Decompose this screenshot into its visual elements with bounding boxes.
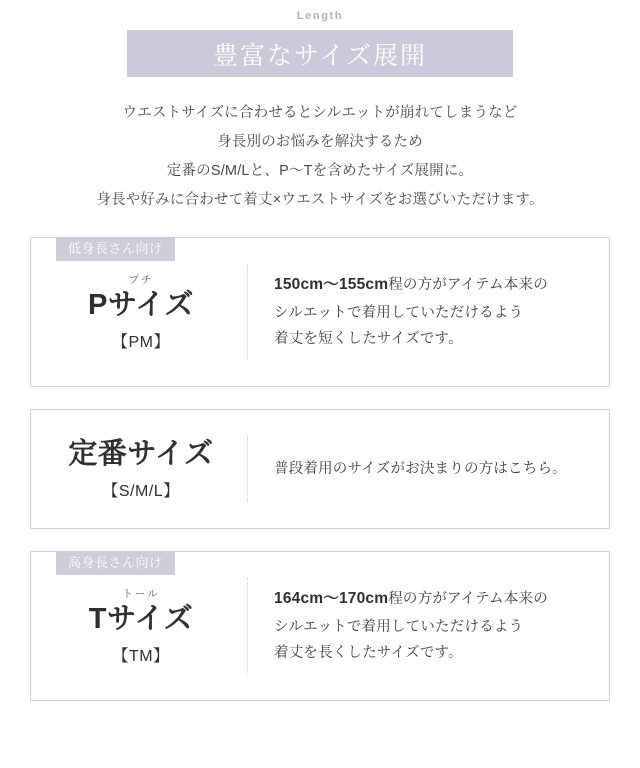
size-card-identity	[31, 437, 247, 501]
size-card-standard	[30, 409, 610, 529]
size-name: Pサイズ	[87, 289, 195, 322]
section-title-band	[127, 30, 513, 77]
lead-line-1: ウエストサイズに合わせるとシルエットが崩れてしまうなど	[122, 105, 518, 121]
section-eyebrow: Length	[296, 10, 344, 22]
desc-line-2: シルエットで着用していただけるよう	[274, 304, 524, 321]
desc-line-1	[274, 585, 591, 614]
size-code: 【S/M/L】	[102, 482, 180, 500]
size-card-tag: 高身長さん向け	[56, 551, 175, 575]
size-card-description	[248, 456, 609, 483]
lead-line-2: 身長別のお悩みを解決するため	[217, 134, 423, 150]
size-card-description	[248, 271, 609, 353]
desc-line-3: 着丈を短くしたサイズです。	[274, 331, 463, 348]
size-card-identity	[31, 586, 247, 666]
height-range: 164cm〜170cm	[274, 589, 389, 607]
desc-line-2: シルエットで着用していただけるよう	[274, 618, 524, 635]
size-card-tall	[30, 551, 610, 701]
size-card-tag: 低身長さん向け	[56, 237, 175, 261]
desc-line-1-rest: 程の方がアイテム本来の	[388, 276, 548, 293]
size-name: 定番サイズ	[68, 438, 214, 471]
height-range: 150cm〜155cm	[274, 275, 389, 293]
size-card-description	[248, 585, 609, 667]
lead-paragraph	[0, 99, 640, 215]
size-card-list	[30, 237, 610, 701]
desc-line-1-rest: 程の方がアイテム本来の	[388, 590, 548, 607]
size-card-body	[30, 409, 610, 529]
size-code: 【PM】	[111, 333, 170, 351]
size-kana-label: トール	[122, 588, 160, 601]
lead-line-3: 定番のS/M/Lと、P〜Tを含めたサイズ展開に。	[166, 163, 474, 179]
size-card-identity	[31, 272, 247, 352]
size-card-petite	[30, 237, 610, 387]
desc-line-1: 普段着用のサイズがお決まりの方はこちら。	[274, 460, 567, 477]
size-code: 【TM】	[112, 647, 170, 665]
lead-line-4: 身長や好みに合わせて着丈×ウエストサイズをお選びいただけます。	[96, 192, 544, 208]
desc-line-3: 着丈を長くしたサイズです。	[274, 645, 463, 662]
size-name: Tサイズ	[88, 603, 194, 636]
desc-line-1	[274, 271, 591, 300]
size-kana-label: プチ	[128, 274, 154, 287]
page-title: 豊富なサイズ展開	[212, 41, 427, 70]
